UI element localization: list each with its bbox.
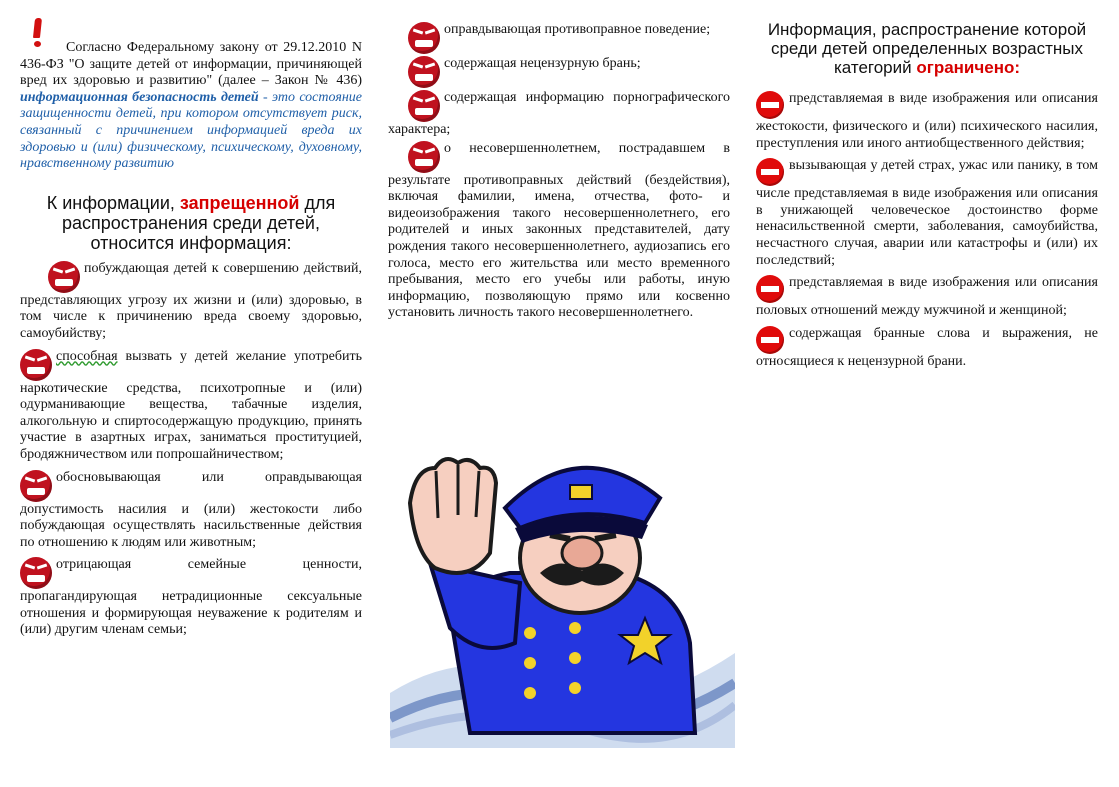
intro-term: информационная безопасность детей: [20, 89, 259, 105]
left-column: [20, 0, 362, 639]
prohibited-item-2: [20, 349, 362, 464]
angry-face-icon: [408, 56, 440, 88]
no-entry-icon: [756, 275, 784, 303]
prohibited-item-7-text: содержащая информацию порнографического характера;: [388, 90, 730, 137]
limited-item-2-text: вызывающая у детей страх, ужас или панику, в том числе представляемая в виде изображения или описания в унижающей человеческое достоинство форме ненасильственной смерти, заболевания, самоубийства, несчастного случая, аварии или катастрофы и (или) их последствий;: [756, 158, 1098, 268]
prohibited-heading-text: К информации,: [46, 192, 180, 213]
intro-lead: Согласно Федеральному закону от 29.12.2010 N 436-ФЗ "О защите детей от информации, причиняющей вред их здоровью и развитию" (далее – Закон № 436): [20, 40, 362, 89]
intro-paragraph: [20, 40, 362, 173]
prohibited-item-4: [20, 557, 362, 639]
angry-face-icon: [408, 22, 440, 54]
prohibited-item-6: [388, 56, 730, 88]
limited-item-4: [756, 326, 1098, 371]
prohibited-item-7: [388, 90, 730, 139]
prohibited-heading-accent: запрещенной: [179, 192, 300, 213]
police-officer-illustration: [390, 443, 735, 748]
angry-face-icon: [20, 470, 52, 502]
prohibited-heading: [20, 193, 362, 253]
angry-face-icon: [408, 90, 440, 122]
middle-column: [388, 0, 730, 322]
angry-face-icon: [20, 349, 52, 381]
limited-heading: [756, 20, 1098, 77]
prohibited-item-5-text: оправдывающая противоправное поведение;: [444, 22, 711, 37]
limited-item-2: [756, 158, 1098, 269]
prohibited-item-5: [388, 22, 730, 54]
limited-item-4-text: содержащая бранные слова и выражения, не относящиеся к нецензурной брани.: [756, 325, 1098, 369]
limited-heading-text: Информация, распространение которой среди детей определенных возрастных категорий: [767, 20, 1087, 77]
limited-item-1-text: представляемая в виде изображения или описания жестокости, физического и (или) психического насилия, преступления или иного антиобщественного действия;: [756, 91, 1098, 151]
no-entry-icon: [756, 158, 784, 186]
prohibited-item-3: [20, 470, 362, 552]
prohibited-item-2-text: вызвать у детей желание употребить наркотические средства, психотропные и (или) одурманивающие вещества, табачные изделия, алкогольную и спиртосодержащую продукцию, принять участие в азартных играх, заниматься проституцией, бродяжничеством или попрошайничеством;: [20, 348, 362, 462]
angry-face-icon: [20, 557, 52, 589]
angry-face-icon: [408, 141, 440, 173]
intro-definition: - это состояние защищенности детей, при котором отсутствует риск, связанный с причинением информацией вреда их здоровью и (или) физическому, психическому, духовному, нравственному развитию: [20, 89, 362, 172]
prohibited-item-1-text: побуждающая детей к совершению действий, представляющих угрозу их жизни и (или) здоровью, в том числе к причинению вреда своему здоровью, самоубийству;: [20, 260, 362, 341]
prohibited-item-8-text: о несовершеннолетнем, пострадавшем в результате противоправных действий (бездействия), включая фамилии, имена, отчества, фото- и видеоизображения такого несовершеннолетнего, его родителей и иных законных представителей, дату рождения такого несовершеннолетнего, аудиозапись его голоса, место его жительства или место временного пребывания, место его учебы или работы, иную информацию, позволяющую прямо или косвенно установить личность такого несовершеннолетнего.: [388, 140, 730, 321]
prohibited-item-2-word: способная: [56, 348, 118, 364]
prohibited-heading-tail: для распространения среди детей, относится информация:: [62, 192, 336, 253]
exclamation-icon: [20, 18, 66, 48]
limited-item-3-text: представляемая в виде изображения или описания половых отношений между мужчиной и женщиной;: [756, 275, 1098, 319]
limited-item-3: [756, 275, 1098, 320]
no-entry-icon: [756, 91, 784, 119]
prohibited-item-1: [20, 261, 362, 343]
limited-heading-accent: ограничено:: [916, 58, 1021, 77]
limited-item-1: [756, 91, 1098, 152]
prohibited-item-3-text: обосновывающая или оправдывающая допустимость насилия и (или) жестокости либо побуждающая осуществлять насильственные действия по отношению к людям или животным;: [20, 469, 362, 550]
no-entry-icon: [756, 326, 784, 354]
angry-face-icon: [48, 261, 80, 293]
prohibited-item-4-text: отрицающая семейные ценности, пропагандирующая нетрадиционные сексуальные отношения и формирующая неуважение к родителям и (или) другим членам семьи;: [20, 557, 362, 638]
right-column: [756, 0, 1098, 370]
prohibited-item-6-text: содержащая нецензурную брань;: [444, 56, 641, 71]
prohibited-item-8: [388, 141, 730, 322]
